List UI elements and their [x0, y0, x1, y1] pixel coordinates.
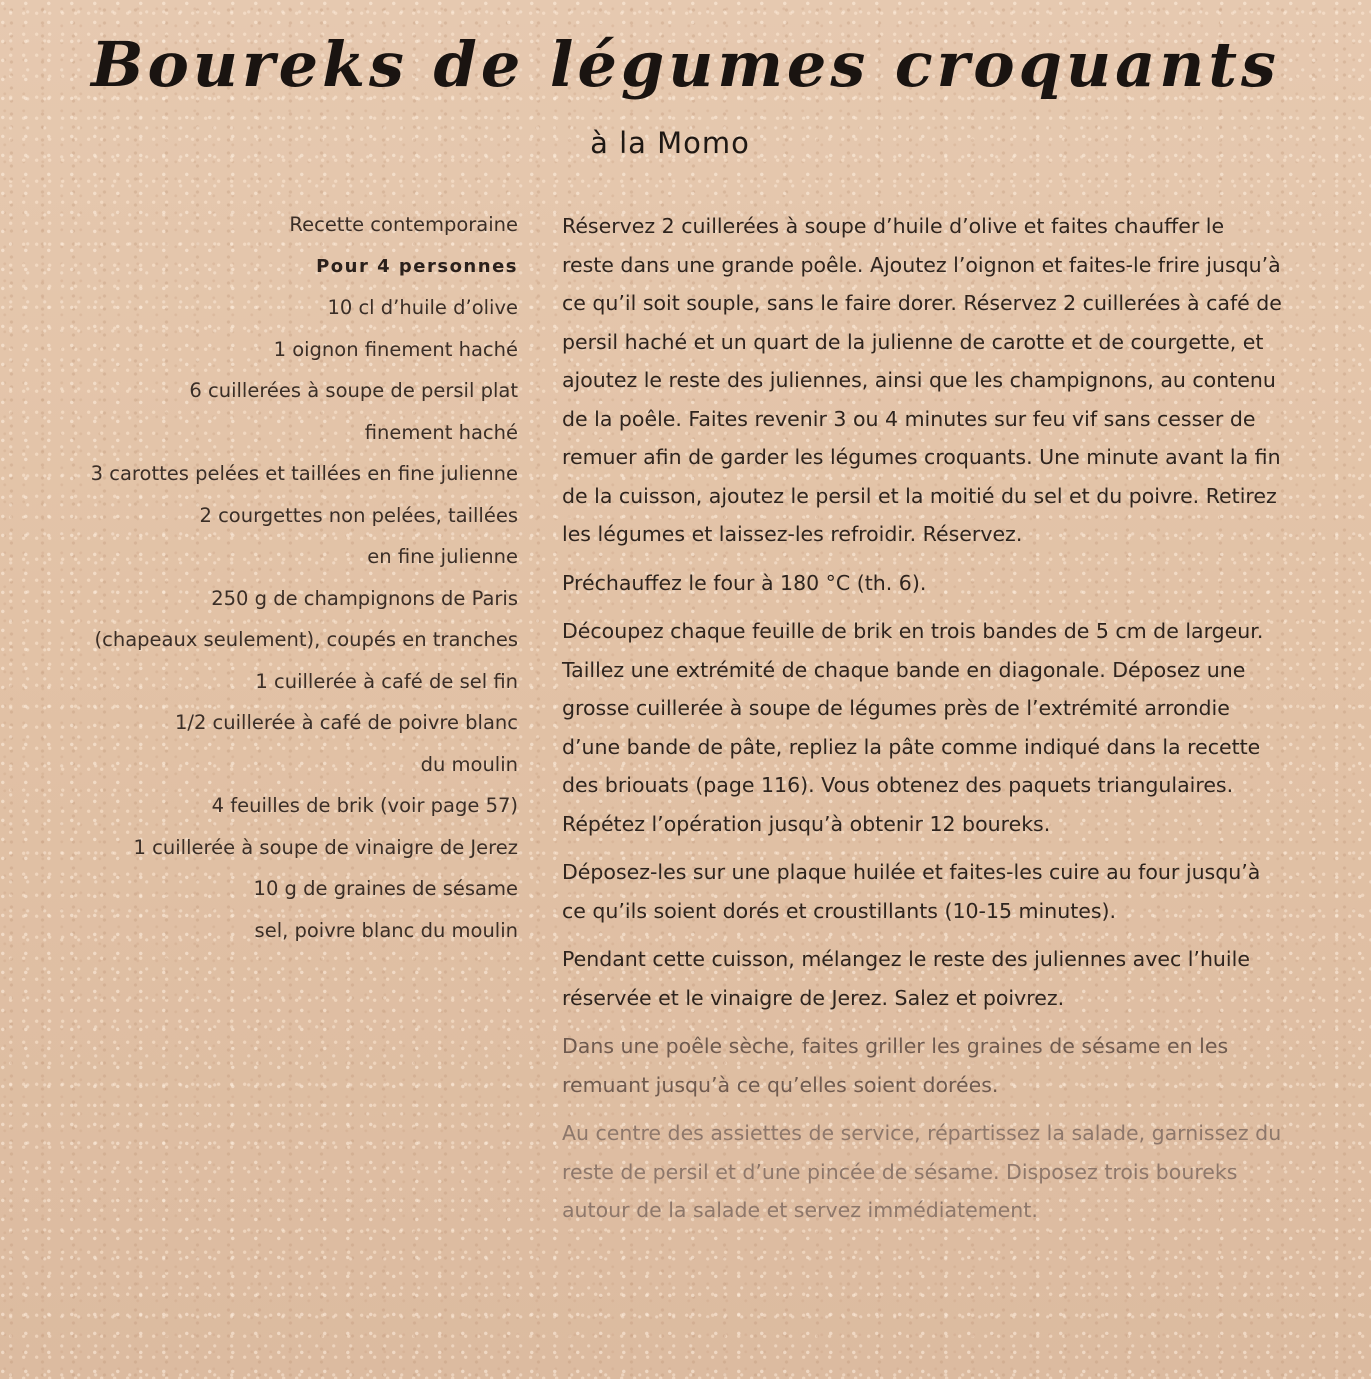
ingredient-line: 1/2 cuillerée à café de poivre blanc — [174, 711, 518, 734]
instruction-paragraph: Réservez 2 cuillerées à soupe d’huile d’olive et faites chauffer le reste dans une grande poêle. Ajoutez l’oignon et faites-le frire jusqu’à ce qu’il soit souple, sans le faire dorer. Réservez 2 cuillerées à café de persil haché et un quart de la julienne de carotte et de courgette, et ajoutez le reste des juliennes, ainsi que les champignons, au contenu de la poêle. Faites revenir 3 ou 4 minutes sur feu vif sans cesser de remuer afin de garder les légumes croquants. Une minute avant la fin de la cuisson, ajoutez le persil et la moitié du sel et du poivre. Retirez les légumes et laissez-les refroidir. Réservez. — [562, 214, 1282, 546]
ingredient-line: du moulin — [420, 752, 518, 776]
ingredient-line: en fine julienne — [367, 545, 518, 568]
instruction-paragraph: Découpez chaque feuille de brik en trois bandes de 5 cm de largeur. Taillez une extrémité de chaque bande en diagonale. Déposez une grosse cuillerée à soupe de légumes près de l’extrémité arrondie d’une bande de pâte, repliez la pâte comme indiqué dans la recette des briouats (page 116). Vous obtenez des paquets triangulaires. Répétez l’opération jusqu’à obtenir 12 boureks. — [562, 619, 1264, 836]
servings-label: Pour 4 personnes — [316, 255, 518, 277]
recipe-title: Boureks de légumes croquants — [91, 28, 1280, 101]
instructions-column — [562, 207, 1282, 1240]
ingredient-line: 250 g de champignons de Paris — [211, 586, 518, 610]
instruction-paragraph: Dans une poêle sèche, faites griller les graines de sésame en les remuant jusqu’à ce qu’elles soient dorées. — [562, 1034, 1229, 1097]
ingredient-line: (chapeaux seulement), coupés en tranches — [94, 628, 518, 651]
ingredients-column — [60, 204, 518, 951]
ingredient-line: 2 courgettes non pelées, taillées — [199, 503, 518, 527]
recipe-category: Recette contemporaine — [289, 213, 518, 236]
ingredient-line: 6 cuillerées à soupe de persil plat — [189, 379, 518, 402]
ingredient-line: 1 oignon finement haché — [273, 337, 518, 361]
ingredient-line: 3 carottes pelées et taillées en fine julienne — [90, 462, 518, 485]
instruction-paragraph: Pendant cette cuisson, mélangez le reste des juliennes avec l’huile réservée et le vinaigre de Jerez. Salez et poivrez. — [562, 947, 1250, 1010]
ingredient-line: 10 g de graines de sésame — [253, 877, 518, 900]
recipe-subtitle: à la Momo — [590, 126, 750, 160]
ingredient-line: 1 cuillerée à soupe de vinaigre de Jerez — [133, 835, 518, 859]
instruction-paragraph: Déposez-les sur une plaque huilée et faites-les cuire au four jusqu’à ce qu’ils soient dorés et croustillants (10-15 minutes). — [562, 860, 1261, 923]
ingredient-line: 10 cl d’huile d’olive — [327, 296, 518, 319]
ingredient-line: finement haché — [364, 420, 518, 444]
ingredient-line: 4 feuilles de brik (voir page 57) — [211, 794, 518, 817]
instruction-paragraph: Préchauffez le four à 180 °C (th. 6). — [562, 570, 927, 595]
ingredient-line: sel, poivre blanc du moulin — [254, 918, 518, 942]
ingredient-line: 1 cuillerée à café de sel fin — [255, 669, 518, 693]
instruction-paragraph: Au centre des assiettes de service, répartissez la salade, garnissez du reste de persil et d’une pincée de sésame. Disposez trois boureks autour de la salade et servez immédiatement. — [562, 1121, 1282, 1222]
